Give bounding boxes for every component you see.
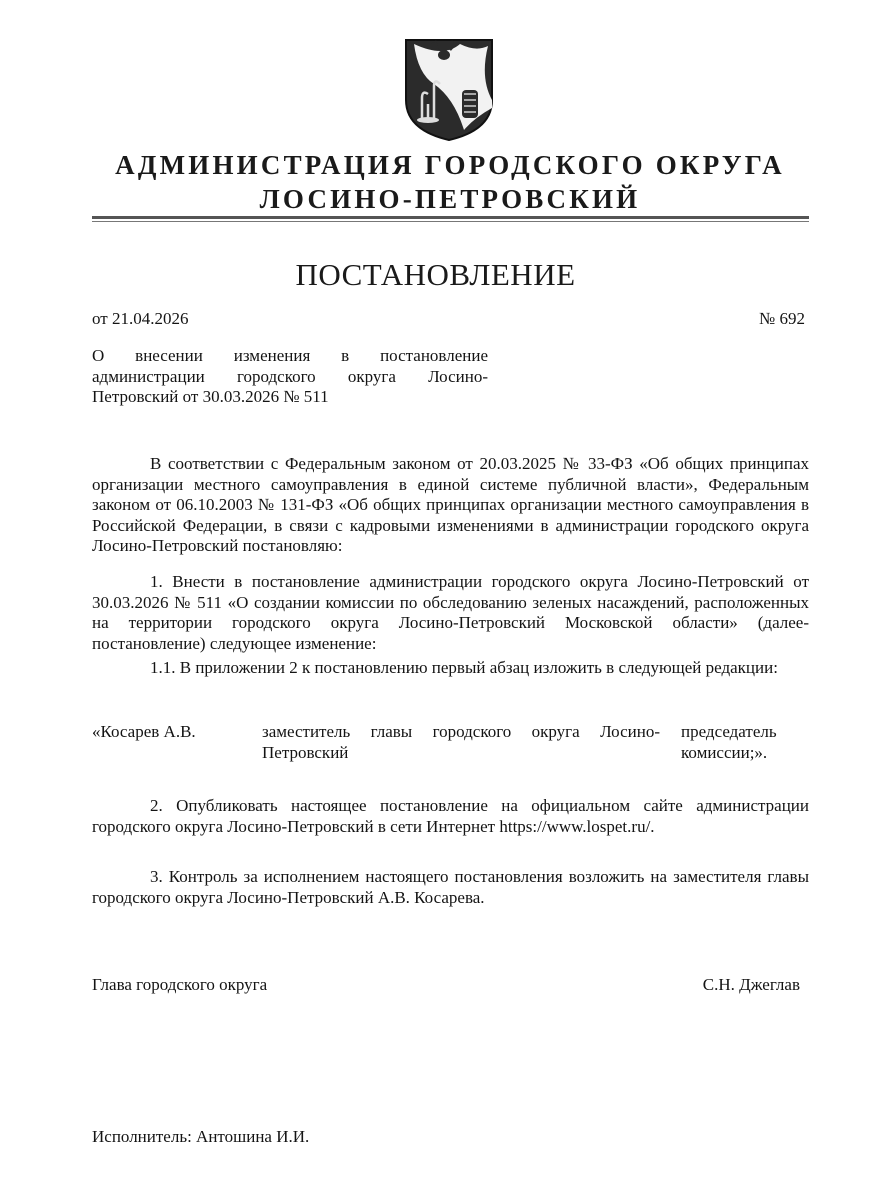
signatory-title: Глава городского округа (92, 975, 268, 994)
executor-line: Исполнитель: Антошина И.И. (92, 1127, 310, 1146)
document-number: № 692 (759, 309, 805, 328)
appendix-person-role: председатель комиссии;». (681, 722, 777, 762)
document-date: от 21.04.2026 (92, 309, 189, 328)
preamble-paragraph: В соответствии с Федеральным законом от 20.03.2025 № 33-ФЗ «Об общих принципах организации местного самоуправления в единой системе публичной власти», Федеральным законом от 06.10.2003 № 131-ФЗ «Об общих принципах организации местного самоуправления в Российской Федерации, в связи с кадровыми изменениями в администрации городского округа Лосино-Петровский постановляю: (92, 454, 809, 555)
coat-of-arms-icon (404, 38, 494, 142)
item-1-paragraph: 1. Внести в постановление администрации городского округа Лосино-Петровский от 30.03.2026 № 511 «О создании комиссии по обследованию зеленых насаждений, расположенных на территории городского округа Лосино-Петровский Московской области» (далее-постановление) следующее изменение: (92, 572, 809, 653)
signatory-name: С.Н. Джеглав (702, 975, 800, 994)
organization-name-line1: АДМИНИСТРАЦИЯ ГОРОДСКОГО ОКРУГА (115, 150, 785, 180)
appendix-person-name: «Косарев А.В. (92, 722, 196, 741)
organization-name-line2: ЛОСИНО-ПЕТРОВСКИЙ (259, 184, 641, 214)
header-rule-thin (92, 221, 809, 222)
document-type-title: ПОСТАНОВЛЕНИЕ (295, 257, 576, 292)
item-3-paragraph: 3. Контроль за исполнением настоящего постановления возложить на заместителя главы городского округа Лосино-Петровский А.В. Косарева. (92, 867, 809, 907)
document-subject: О внесении изменения в постановление администрации городского округа Лосино-Петровский от 30.03.2026 № 511 (92, 346, 488, 406)
header-rule-thick (92, 216, 809, 219)
item-1-1-paragraph: 1.1. В приложении 2 к постановлению первый абзац изложить в следующей редакции: (150, 658, 778, 677)
appendix-person-position: заместитель главы городского округа Лосино-Петровский (262, 722, 660, 762)
item-2-paragraph: 2. Опубликовать настоящее постановление на официальном сайте администрации городского округа Лосино-Петровский в сети Интернет https://www.lospet.ru/. (92, 796, 809, 836)
